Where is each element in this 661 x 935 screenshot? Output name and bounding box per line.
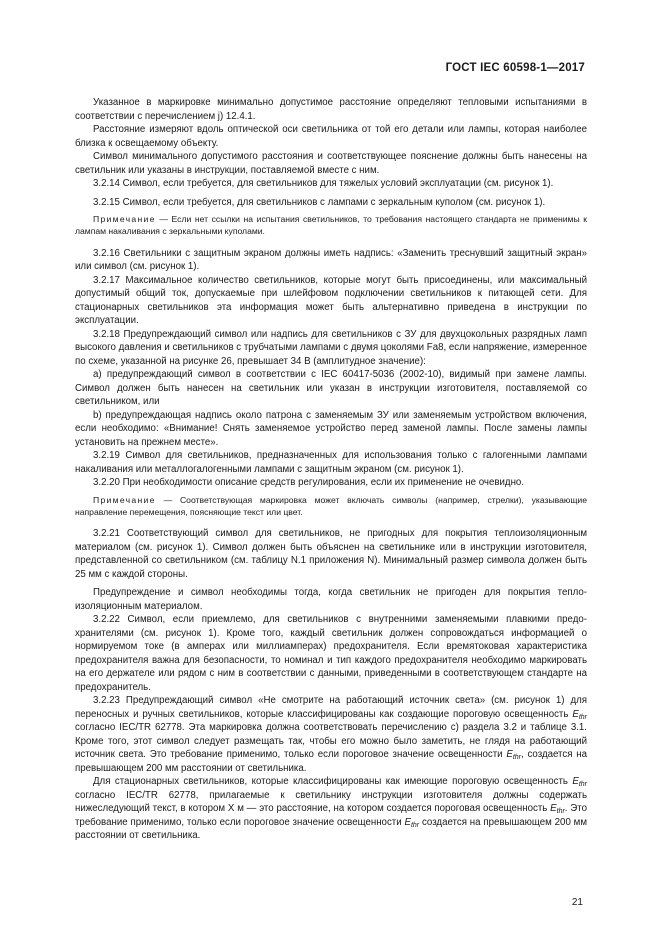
text-run: согласно IEC/TR 62778. Эта маркировка должна соответствовать перечислению с) раздела 3.2 и таблице 3.1. Кроме того, этот символ следует размещать так, чтобы его можно было заметить, не глядя на работающий источник света. Это требование применимо, только если пороговое значение освещенности [75,722,587,761]
paragraph: 3.2.15 Символ, если требуется, для светильников с лампами с зеркальным куполом (см. рисунок 1). [93,196,546,208]
note [75,213,587,238]
paragraph: 3.2.21 Соответствующий символ для светильников, не пригодных для покрытия теплоизоляционным материалом (см. рисунок 1). Символ должен быть объяснен на светильнике или в инструкции изготовителя, представленной со светильником (см. таблицу N.1 приложения N). Минимальный размер символа должен быть 25 мм с каждой стороны. [75,528,587,580]
symbol-e-thr: $E_{thr}$ [506,749,521,762]
symbol-e-thr: $E_{thr}$ [572,708,587,721]
paragraph: 3.2.18 Предупреждающий символ или надпись для светильников с ЗУ для двухцокольных разрядных ламп высокого давления и светильников с трубчатыми лампами с двумя цоколями Fa8, если напряжение, измеренное по схеме, указанной на рисунке 26, превышает 34 В (амплитудное значение): [75,328,587,367]
paragraph: Предупреждение и символ необходимы тогда, когда светильник не пригоден для покрытия теплоизоляционным материалом. [75,587,587,612]
note-label: Примечание [93,214,156,224]
text-run: согласно IEC/TR 62778, прилагаемые к светильнику инструкции изготовителя должны содержать нижеследующий текст, в котором Х м — это расстояние, на котором создается пороговая освещенность [75,789,587,815]
paragraph: 3.2.22 Символ, если приемлемо, для светильников с внутренними заменяемыми плавкими предохранителями (см. рисунок 1). Кроме того, каждый светильник должен сопровождаться информацией о нормируемом токе (в амперах или миллиамперах) предохранителя. Если времятоковая характеристика предохранителя важна для безопасности, то номинал и тип каждого предохранителя необходимо маркировать на его держателе или рядом с ним в соответствии с данными, приведенными в соответствующем стандарте на предохранитель. [75,614,587,693]
note [75,494,587,519]
symbol-e-thr: $E_{thr}$ [572,776,587,789]
note-label: Примечание [93,494,156,505]
paragraph: Указанное в маркировке минимально допустимое расстояние определяют тепловыми испытаниями в соответствии с перечислением j) 12.4.1. [75,97,587,122]
paragraph: 3.2.19 Символ для светильников, предназначенных для использования только с галогенными лампами накаливания или металлогалогенными лампами с защитным экраном (см. рисунок 1). [75,450,587,475]
list-item: а) предупреждающий символ в соответствии с IEC 60417-5036 (2002-10), видимый при замене лампы. Символ должен быть нанесен на светильник или указан в инструкции изготовителя, поставляемой со светильником, или [75,369,587,408]
text-run: , создается на превышающем 200 мм расстоянии от светильника. [75,749,587,774]
text-run: . Это требование применимо, только если пороговое значение освещенности [75,803,587,828]
paragraph: 3.2.14 Символ, если требуется, для светильников для тяжелых условий эксплуатации (см. рисунок 1). [93,178,554,189]
page-number: 21 [571,897,583,908]
document-body [75,96,587,843]
paragraph [75,775,587,843]
text-run: 3.2.23 Предупреждающий символ «Не смотрите на работающий источник света» (см. рисунок 1) для переносных и ручных светильников, которые классифицированы как создающие пороговую освещенность [75,695,587,720]
paragraph: Символ минимального допустимого расстояния и соответствующее пояснение должны быть нанесены на светильник или указаны в инструкции, поставляемой вместе с ним. [75,151,587,176]
list-item: b) предупреждающая надпись около патрона с заменяемым ЗУ или заменяемым устройством включения, если необходимо: «Внимание! Снять заменяемое устройство перед заменой лампы. После замены лампы установить на прежнем месте». [75,409,587,448]
text-run: создается на превышающем 200 мм расстоянии от светильника. [75,816,587,842]
note-text: — Если нет ссылки на испытания светильников, то требования настоящего стандарта не применимы к лампам накаливания с зеркальными куполами. [75,214,587,237]
symbol-e-thr: $E_{thr}$ [404,816,420,829]
note-text: — Соответствующая маркировка может включать символы (например, стрелки), указывающие направление перемещения, поясняющие текст или цвет. [75,494,588,517]
paragraph: 3.2.16 Светильники с защитным экраном должны иметь надпись: «Заменить треснувший защитный экран» или символ (см. рисунок 1). [75,247,587,273]
paragraph [75,694,587,775]
symbol-e-thr: $E_{thr}$ [550,803,565,816]
paragraph: 3.2.20 При необходимости описание средств регулирования, если их применение не очевидно. [93,477,525,489]
paragraph: Расстояние измеряют вдоль оптической оси светильника от той его детали или лампы, которая наиболее близка к освещаемому объекту. [75,124,587,149]
document-header: ГОСТ IEC 60598-1—2017 [445,62,585,74]
text-run: Для стационарных светильников, которые классифицированы как имеющие пороговую освещенность [93,776,568,788]
paragraph: 3.2.17 Максимальное количество светильников, которые могут быть присоединены, или максимальный допустимый общий ток, допускаемые при шлейфовом подключении светильников к питающей сети. Для стационарных светильников эта информация может быть альтернативно приведена в инструкции по эксплуатации. [75,274,587,327]
